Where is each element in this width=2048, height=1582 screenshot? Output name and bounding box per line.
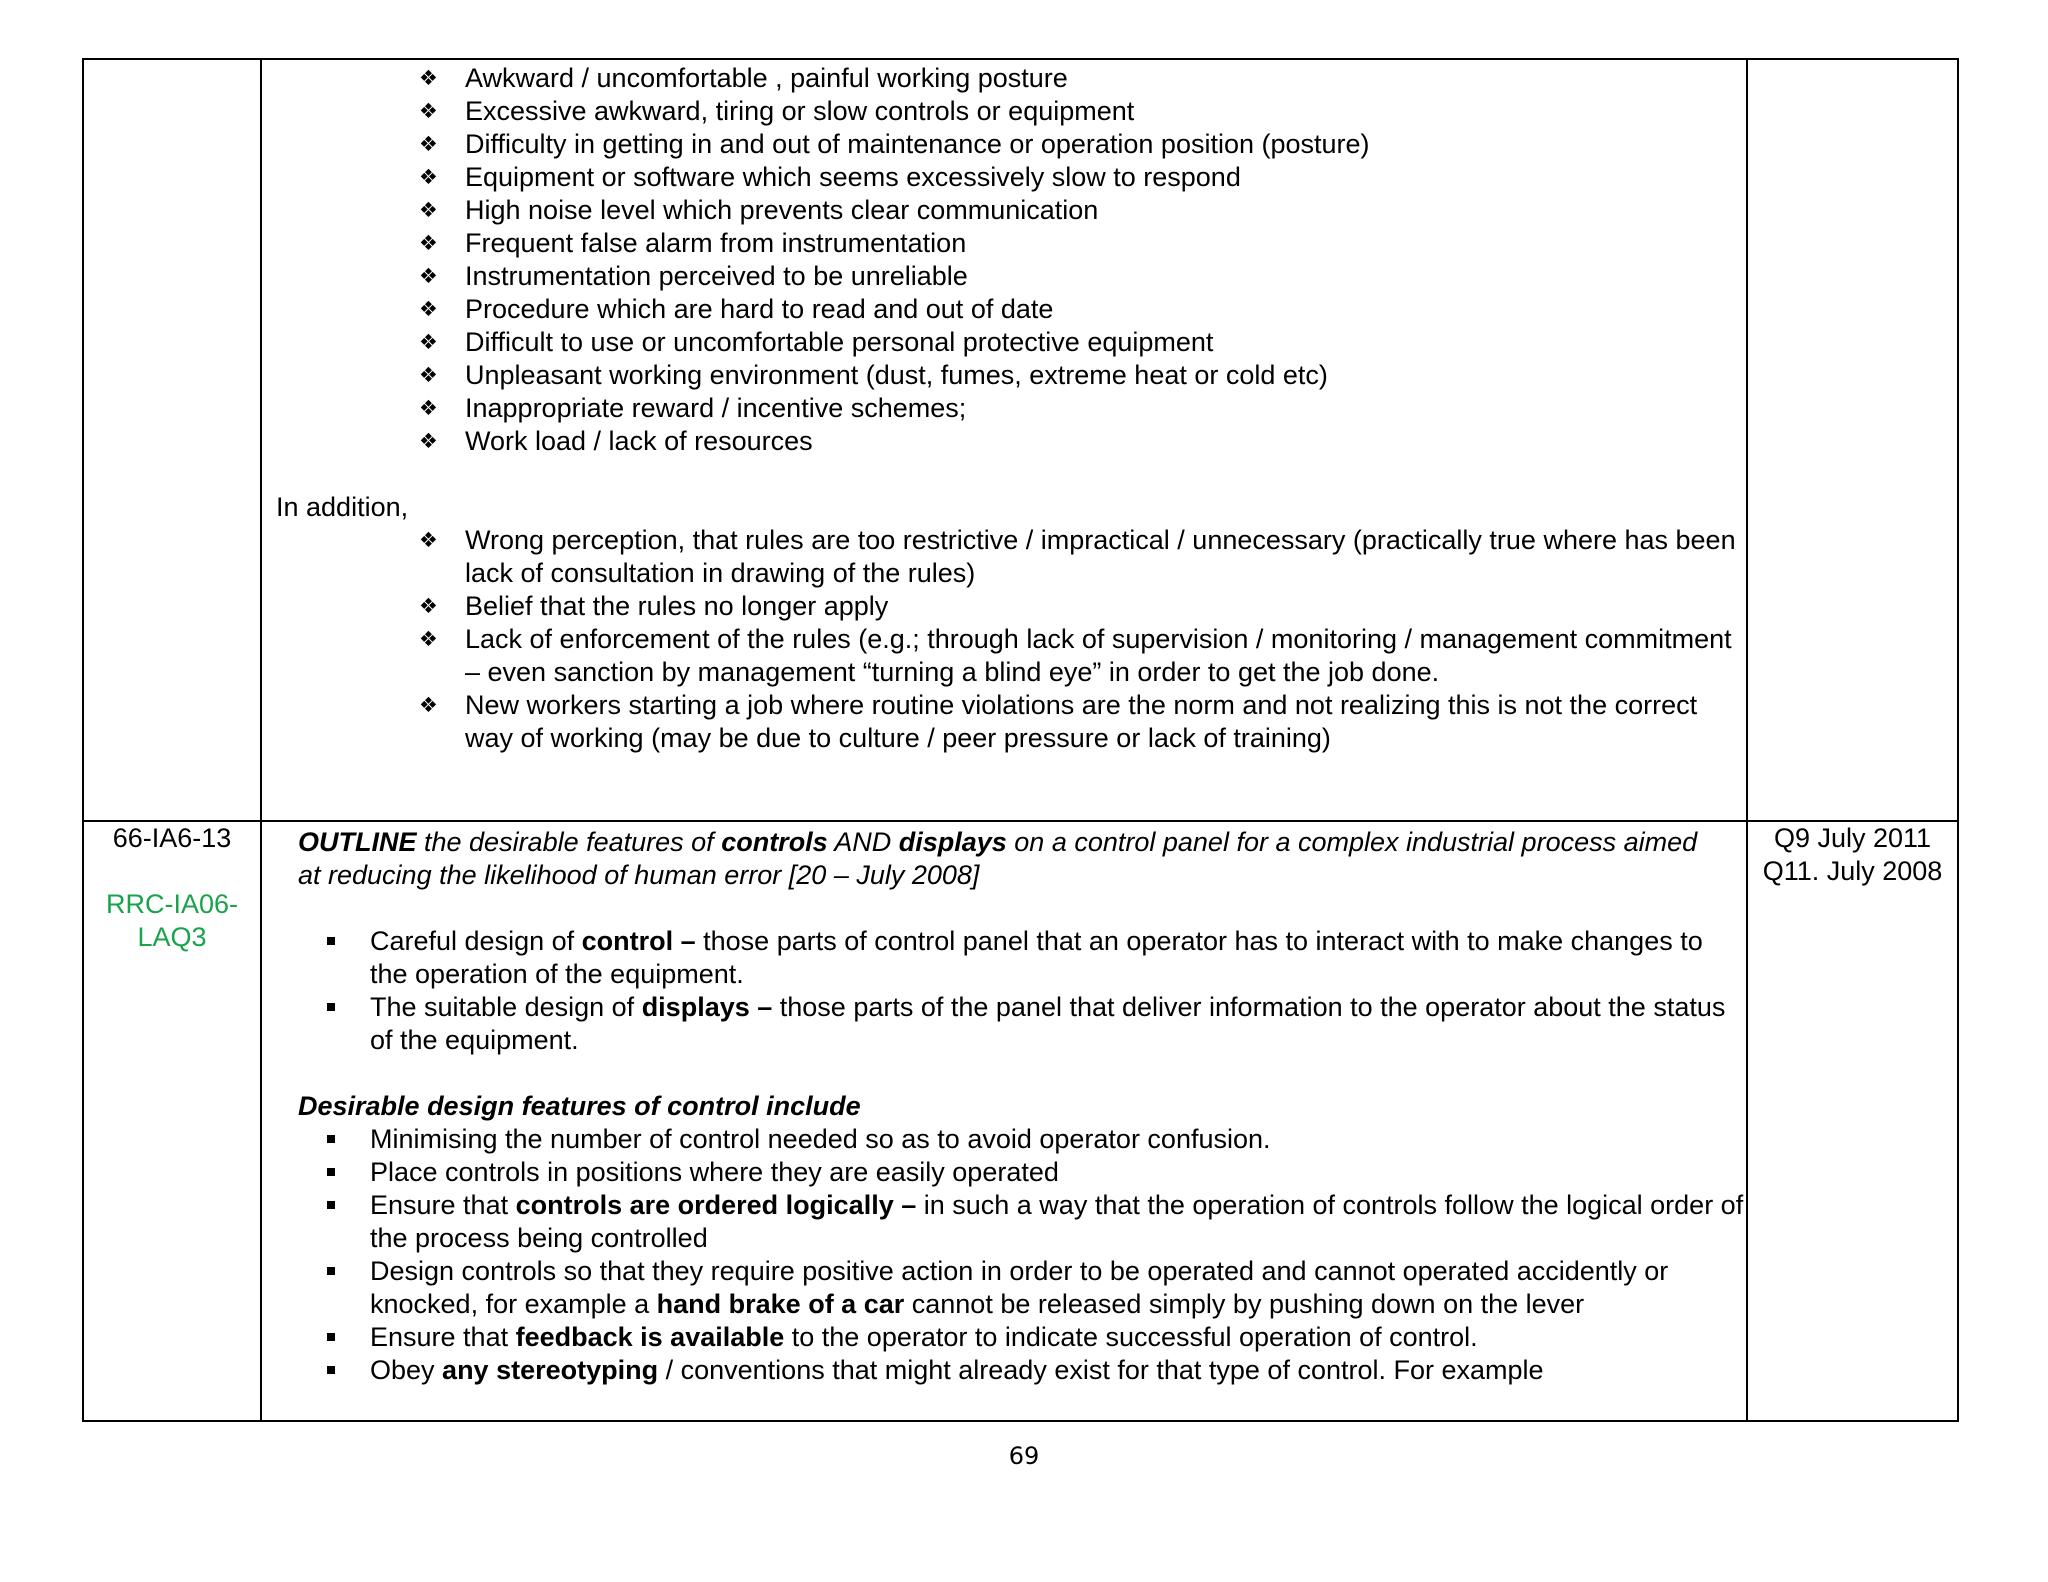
answer-cell <box>261 821 1747 1421</box>
list-item: ❖ Equipment or software which seems excessively slow to respond <box>262 161 1746 194</box>
page-number: 69 <box>1008 1442 1040 1470</box>
table-row <box>83 59 1958 821</box>
list-item: ❖ Frequent false alarm from instrumentation <box>262 227 1746 260</box>
list-item: ❖ Inappropriate reward / incentive schemes; <box>262 392 1746 425</box>
list-item: ❖ Awkward / uncomfortable , painful working posture <box>262 62 1746 95</box>
exam-ref: Q9 July 2011 <box>1773 823 1932 853</box>
table-row <box>83 821 1958 1421</box>
list-item: Ensure that controls are ordered logically – in such a way that the operation of controls follow the logical order of the process being controlled <box>262 1189 1746 1255</box>
feature-list <box>262 1123 1746 1387</box>
list-item: Place controls in positions where they are easily operated <box>262 1156 1746 1189</box>
violation-list <box>262 524 1746 755</box>
list-item: The suitable design of displays – those parts of the panel that deliver information to the operator about the status of the equipment. <box>262 991 1746 1057</box>
list-item: ❖ Difficulty in getting in and out of maintenance or operation position (posture) <box>262 128 1746 161</box>
exam-ref-cell <box>1747 821 1958 1421</box>
list-item: ❖ Belief that the rules no longer apply <box>262 590 1746 623</box>
list-item: ❖ Lack of enforcement of the rules (e.g.; through lack of supervision / monitoring / management commitment – even sanction by management “turning a blind eye” in order to get the job done. <box>262 623 1746 689</box>
content-table <box>82 58 1959 1422</box>
exam-ref: Q11. July 2008 <box>1762 856 1943 886</box>
list-item: ❖ New workers starting a job where routine violations are the norm and not realizing this is not the correct way of working (may be due to culture / peer pressure or lack of training) <box>262 689 1746 755</box>
ref-cell <box>83 821 261 1421</box>
list-item: ❖ Work load / lack of resources <box>262 425 1746 458</box>
list-item: Ensure that feedback is available to the operator to indicate successful operation of control. <box>262 1321 1746 1354</box>
ref-code: 66-IA6-13 <box>112 823 232 853</box>
list-item: ❖ Procedure which are hard to read and out of date <box>262 293 1746 326</box>
exam-ref-cell <box>1747 59 1958 821</box>
question-text: OUTLINE the desirable features of controls AND displays on a control panel for a complex industrial process aimed at reducing the likelihood of human error [20 – July 2008] <box>298 827 1698 890</box>
list-item: ❖ High noise level which prevents clear communication <box>262 194 1746 227</box>
section-heading: Desirable design features of control include <box>298 1091 861 1121</box>
ref-code-green: RRC-IA06-LAQ3 <box>105 889 239 952</box>
list-item: ❖ Wrong perception, that rules are too restrictive / impractical / unnecessary (practically true where has been lack of consultation in drawing of the rules) <box>262 524 1746 590</box>
list-item: Design controls so that they require positive action in order to be operated and cannot operated accidently or knocked, for example a hand brake of a car cannot be released simply by pushing down on the lever <box>262 1255 1746 1321</box>
ref-cell <box>83 59 261 821</box>
list-item: ❖ Instrumentation perceived to be unreliable <box>262 260 1746 293</box>
intro-list <box>262 925 1746 1057</box>
in-addition-label: In addition, <box>276 492 409 522</box>
answer-cell <box>261 59 1747 821</box>
list-item: ❖ Excessive awkward, tiring or slow controls or equipment <box>262 95 1746 128</box>
list-item: ❖ Difficult to use or uncomfortable personal protective equipment <box>262 326 1746 359</box>
list-item: ❖ Unpleasant working environment (dust, fumes, extreme heat or cold etc) <box>262 359 1746 392</box>
list-item: Minimising the number of control needed so as to avoid operator confusion. <box>262 1123 1746 1156</box>
list-item: Obey any stereotyping / conventions that might already exist for that type of control. For example <box>262 1354 1746 1387</box>
factor-list <box>262 62 1746 458</box>
list-item: Careful design of control – those parts of control panel that an operator has to interact with to make changes to the operation of the equipment. <box>262 925 1746 991</box>
